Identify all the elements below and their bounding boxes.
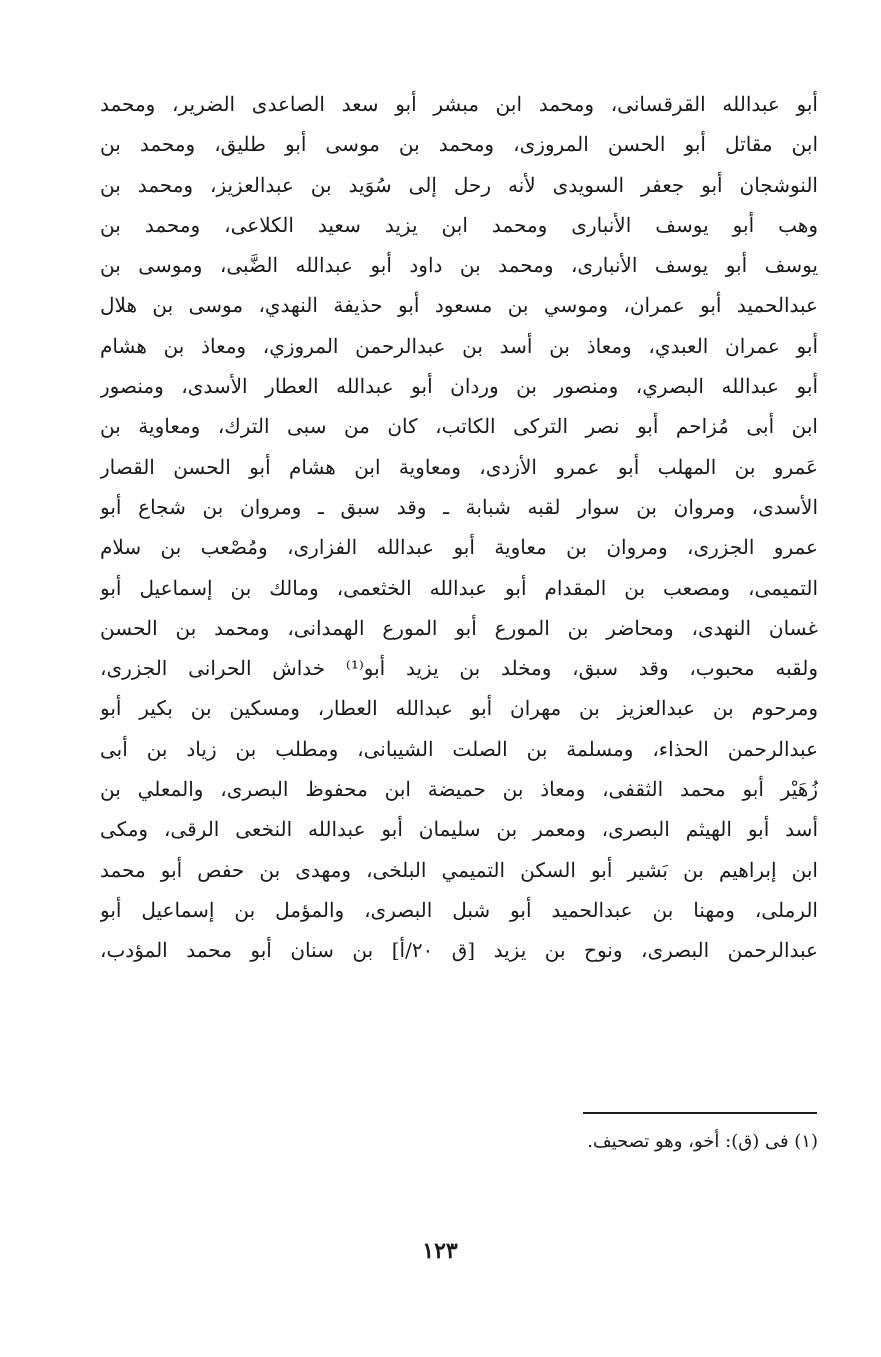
text-line: زُهَيْر أبو محمد الثقفى، ومعاذ بن حميضة ابن محفوظ البصرى، والمعلي بن	[100, 777, 818, 802]
text-line: ابن مقاتل أبو الحسن المروزى، ومحمد بن موسى أبو طليق، ومحمد بن	[100, 132, 818, 157]
text-line: عبدالحميد أبو عمران، وموسي بن مسعود أبو حذيفة النهدي، موسى بن هلال	[100, 293, 818, 318]
text-line: التميمى، ومصعب بن المقدام أبو عبدالله الخثعمى، ومالك بن إسماعيل أبو	[100, 575, 818, 600]
text-line: النوشجان أبو جعفر السويدى لأنه رحل إلى سُوَيد بن عبدالعزيز، ومحمد بن	[100, 172, 818, 197]
text-line: أبو عبدالله القرقسانى، ومحمد ابن مبشر أبو سعد الصاعدى الضرير، ومحمد	[100, 92, 818, 116]
text-line: غسان النهدى، ومحاضر بن المورع أبو المورع الهمدانى، ومحمد بن الحسن	[100, 615, 818, 640]
footnote: (١) فى (ق): أخو، وهو تصحيف.	[587, 1131, 818, 1152]
text-line: عَمرو بن المهلب أبو عمرو الأزدى، ومعاوية ابن هشام أبو الحسن القصار	[100, 454, 818, 479]
text-line: ابن أبى مُزاحم أبو نصر التركى الكاتب، كان من سبى الترك، ومعاوية بن	[100, 414, 818, 439]
main-text-block	[100, 84, 818, 971]
text-line: الأسدى، ومروان بن سوار لقبه شبابة ـ وقد سبق ـ ومروان بن شجاع أبو	[100, 494, 818, 519]
text-line: ولقبه محبوب، وقد سبق، ومخلد بن يزيد أبو⁽¹⁾ خداش الحرانى الجزرى،	[100, 656, 818, 681]
text-line: أبو عبدالله البصري، ومنصور بن وردان أبو عبدالله العطار الأسدى، ومنصور	[100, 374, 818, 399]
text-line: أسد أبو الهيثم البصرى، ومعمر بن سليمان أبو عبدالله النخعى الرقى، ومكى	[100, 817, 818, 842]
page-number: ١٢٣	[422, 1238, 458, 1264]
text-line: ومرحوم بن عبدالعزيز بن مهران أبو عبدالله العطار، ومسكين بن بكير أبو	[100, 696, 818, 721]
footnote-divider	[583, 1112, 817, 1114]
text-line: ابن إبراهيم بن بَشير أبو السكن التميمي البلخى، ومهدى بن حفص أبو محمد	[100, 857, 818, 882]
text-line: الرملى، ومهنا بن عبدالحميد أبو شبل البصرى، والمؤمل بن إسماعيل أبو	[100, 897, 818, 922]
text-line: عبدالرحمن البصرى، ونوح بن يزيد [ق ٢٠/أ] بن سنان أبو محمد المؤدب،	[100, 938, 818, 963]
text-line: عمرو الجزرى، ومروان بن معاوية أبو عبدالله الفزارى، ومُصْعب بن سلام	[100, 535, 818, 560]
text-line: وهب أبو يوسف الأنبارى ومحمد ابن يزيد سعيد الكلاعى، ومحمد بن	[100, 212, 818, 237]
text-line: أبو عمران العبدي، ومعاذ بن أسد بن عبدالرحمن المروزي، ومعاذ بن هشام	[100, 333, 818, 358]
text-line: يوسف أبو يوسف الأنبارى، ومحمد بن داود أبو عبدالله الضَّبى، وموسى بن	[100, 253, 818, 278]
text-line: عبدالرحمن الحذاء، ومسلمة بن الصلت الشيبانى، ومطلب بن زياد بن أبى	[100, 736, 818, 761]
